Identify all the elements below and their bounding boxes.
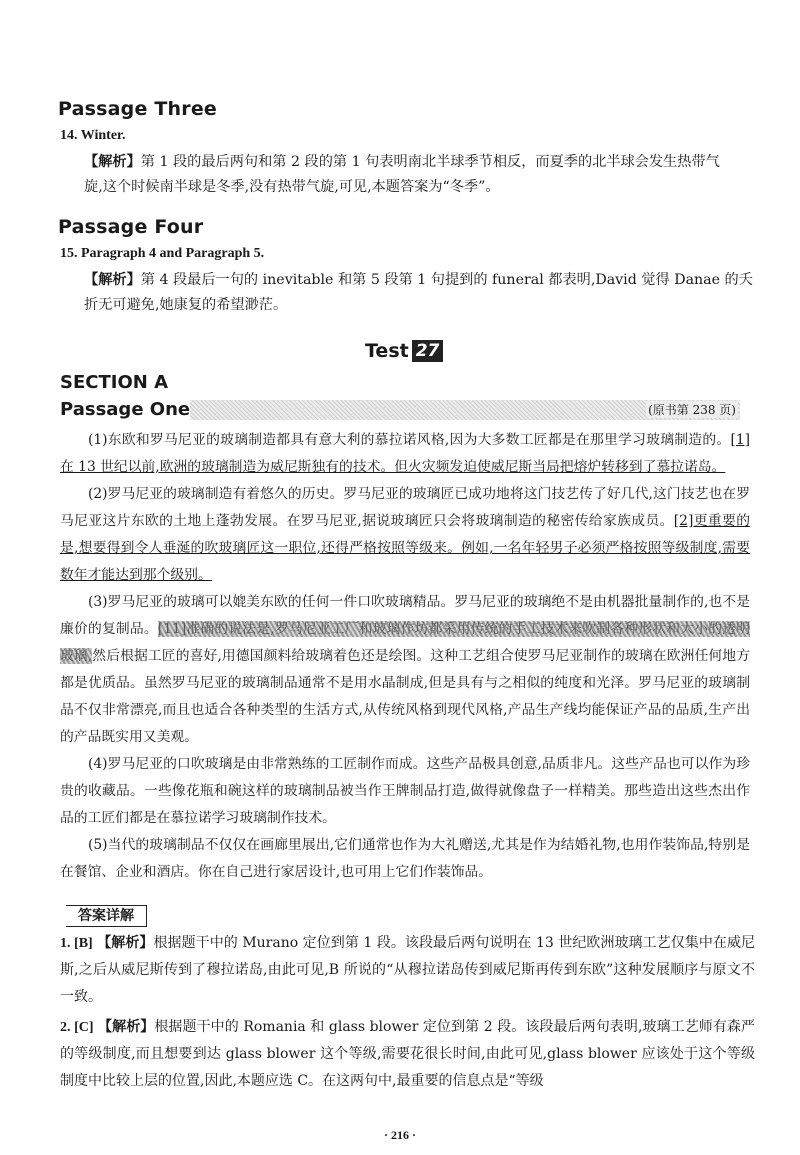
answer-item-2: [60, 1014, 755, 1095]
passage-three-title: Passage Three: [58, 98, 218, 120]
test-heading: [365, 340, 443, 362]
test-label: Test: [365, 340, 409, 362]
translation-body: [60, 427, 750, 886]
answer-14: 14. Winter.: [60, 128, 126, 143]
answer-15: 15. Paragraph 4 and Paragraph 5.: [60, 246, 265, 261]
passage-one-title: Passage One: [60, 399, 191, 420]
section-a-heading: SECTION A: [60, 372, 169, 393]
passage-four-title: Passage Four: [58, 216, 204, 238]
original-page-reference: (原书第 238 页): [648, 403, 736, 417]
item-text: 根据题干中的 Murano 定位到第 1 段。该段最后两句说明在 13 世纪欧洲玻璃工艺仅集中在威尼斯,之后从威尼斯传到了穆拉诺岛,由此可见,B 所说的“从穆拉诺岛传到威尼斯再传到东欧”这种发展顺序与原文不一致。: [60, 935, 756, 1005]
analysis-text: 第 1 段的最后两句和第 2 段的第 1 句表明南北半球季节相反，而夏季的北半球会发生热带气: [140, 154, 720, 170]
paragraph-4: (4)罗马尼亚的口吹玻璃是由非常熟练的工匠制作而成。这些产品极具创意,品质非凡。这些产品也可以作为珍贵的收藏品。一些像花瓶和碗这样的玻璃制品被当作王牌制品打造,做得就像盘子一样精美。那些造出这些杰出作品的工匠们都是在慕拉诺学习玻璃制作技术。: [60, 756, 750, 826]
test-number: 27: [412, 340, 444, 362]
paragraph-1: (1)东欧和罗马尼亚的玻璃制造都具有意大利的慕拉诺风格,因为大多数工匠都是在那里学习玻璃制造的。[1]在 13 世纪以前,欧洲的玻璃制造为威尼斯独有的技术。但火灾频发迫使威尼斯当局把熔炉转移到了慕拉诺岛。: [60, 432, 750, 475]
page-number: · 216 ·: [383, 1128, 416, 1142]
analysis-text-cont: 折无可避免,她康复的希望渺茫。: [84, 297, 288, 313]
analysis-14: [84, 150, 754, 200]
analysis-15: [84, 268, 754, 318]
analysis-text: 第 4 段最后一句的 inevitable 和第 5 段第 1 句提到的 funeral 都表明,David 觉得 Danae 的夭: [140, 272, 753, 288]
answers-header: 答案详解: [66, 905, 147, 927]
paragraph-5: (5)当代的玻璃制品不仅仅在画廊里展出,它们通常也作为大礼赠送,尤其是作为结婚礼物,也用作装饰品,特别是在餐馆、企业和酒店。你在自己进行家居设计,也可用上它们作装饰品。: [60, 837, 750, 880]
analysis-tag: 【解析】: [84, 154, 141, 170]
item-number: 2. [C]: [60, 1020, 94, 1035]
analysis-tag: 【解析】: [84, 272, 141, 288]
paragraph-2: (2)罗马尼亚的玻璃制造有着悠久的历史。罗马尼亚的玻璃匠已成功地将这门技艺传了好几代,这门技艺也在罗马尼亚这片东欧的土地上蓬勃发展。在罗马尼亚,据说玻璃匠只会将玻璃制造的秘密传给家族成员。[2]更重要的是,想要得到令人垂涎的吹玻璃匠这一职位,还得严格按照等级来。例如,一名年轻男子必须严格按照等级制度,需要数年才能达到那个级别。: [60, 486, 750, 583]
item-text: 根据题干中的 Romania 和 glass blower 定位到第 2 段。该段最后两句表明,玻璃工艺师有森严的等级制度,而且想要到达 glass blower 这个等级,需要花很长时间,由此可见,glass blower 应该处于这个等级制度中比较上层的位置,因此,本题应选 C。在这两句中,最重要的信息点是“等级: [60, 1019, 756, 1089]
answer-item-1: [60, 930, 755, 1011]
item-tag: 【解析】: [98, 1019, 155, 1035]
item-tag: 【解析】: [97, 935, 154, 951]
smeared-highlight-11: [11]准确的说法是,罗马尼亚工厂和玻璃作坊都采用传统的手工技术来吹制各种形状和大小的透明玻璃,: [60, 621, 750, 664]
item-number: 1. [B]: [60, 936, 93, 951]
paragraph-3: (3)罗马尼亚的玻璃可以媲美东欧的任何一件口吹玻璃精品。罗马尼亚的玻璃绝不是由机器批量制作的,也不是廉价的复制品。[11]准确的说法是,罗马尼亚工厂和玻璃作坊都采用传统的手工技术来吹制各种形状和大小的透明玻璃,然后根据工匠的喜好,用德国颜料给玻璃着色还是绘图。这种工艺组合使罗马尼亚制作的玻璃在欧洲任何地方都是优质品。虽然罗马尼亚的玻璃制品通常不是用水晶制成,但是具有与之相似的纯度和光泽。罗马尼亚的玻璃制品不仅非常漂亮,而且也适合各种类型的生活方式,从传统风格到现代风格,产品生产线均能保证产品的品质,生产出的产品既实用又美观。: [60, 594, 750, 745]
underlined-sentence-2: [2]更重要的是,想要得到令人垂涎的吹玻璃匠这一职位,还得严格按照等级来。例如,一名年轻男子必须严格按照等级制度,需要数年才能达到那个级别。: [60, 513, 750, 583]
analysis-text-cont: 旋,这个时候南半球是冬季,没有热带气旋,可见,本题答案为“冬季”。: [84, 179, 500, 195]
underlined-sentence-1: [1]在 13 世纪以前,欧洲的玻璃制造为威尼斯独有的技术。但火灾频发迫使威尼斯当局把熔炉转移到了慕拉诺岛。: [60, 432, 750, 475]
